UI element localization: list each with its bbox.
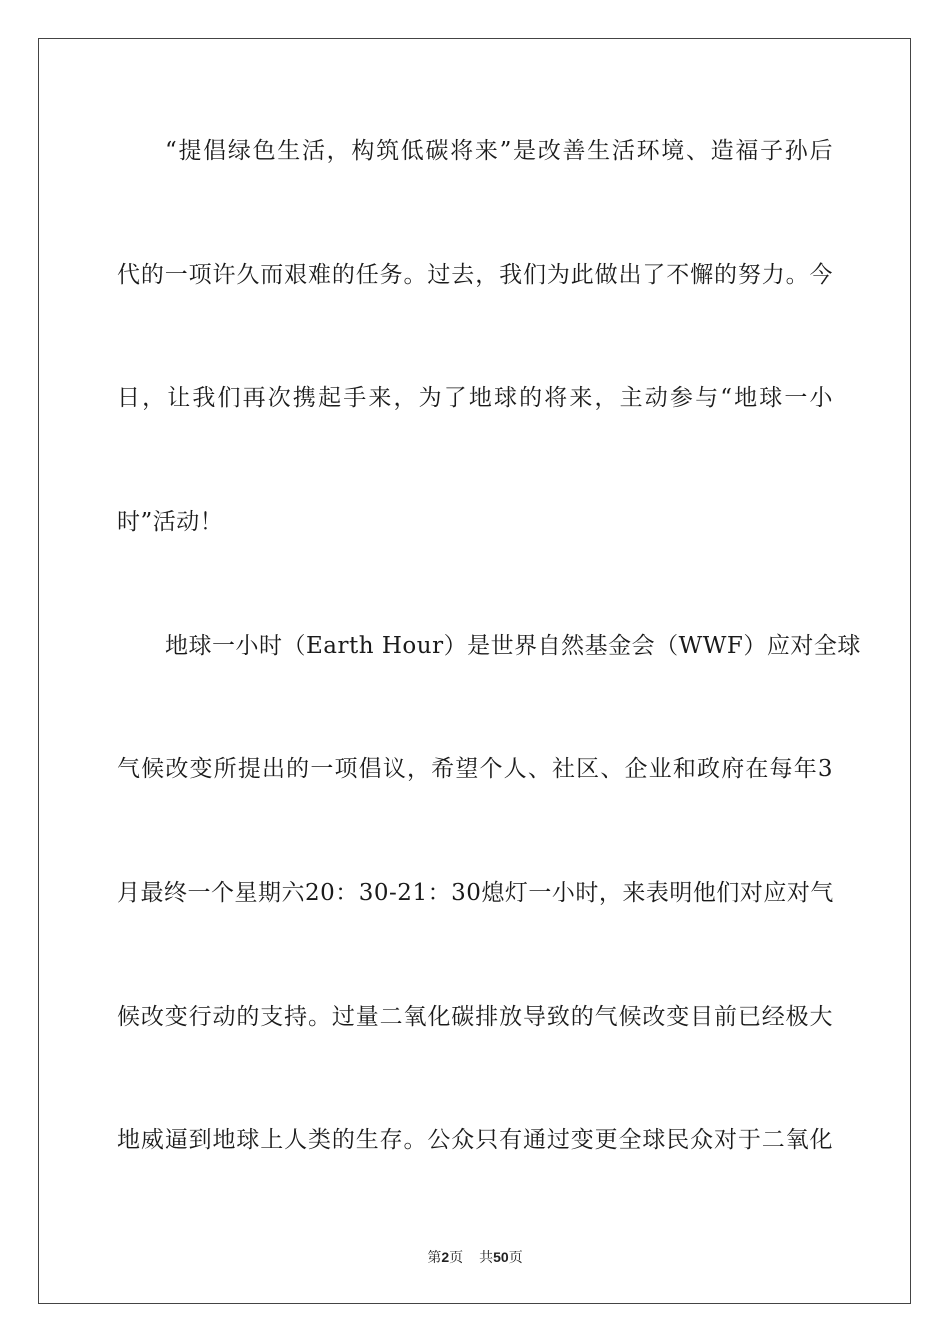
footer-page-prefix: 第	[427, 1250, 442, 1266]
footer-total-prefix: 共	[479, 1250, 494, 1266]
paragraph-2-line-2: 气候改变所提出的一项倡议，希望个人、社区、企业和政府在每年3	[117, 756, 833, 782]
paragraph-1-line-2: 代的一项许久而艰难的任务。过去，我们为此做出了不懈的努力。今	[117, 262, 833, 288]
paragraph-1-line-3: 日，让我们再次携起手来，为了地球的将来，主动参与“地球一小	[117, 385, 833, 411]
footer-page-suffix: 页	[449, 1250, 464, 1266]
footer-total-number: 50	[493, 1249, 509, 1265]
paragraph-2-line-4: 候改变行动的支持。过量二氧化碳排放导致的气候改变目前已经极大	[117, 1004, 833, 1030]
paragraph-1-line-1: “提倡绿色生活，构筑低碳将来”是改善生活环境、造福子孙后	[165, 138, 833, 164]
paragraph-1-line-4: 时”活动！	[117, 509, 224, 535]
page-footer	[0, 1247, 950, 1268]
paragraph-2-line-1: 地球一小时（Earth Hour）是世界自然基金会（WWF）应对全球	[165, 633, 861, 659]
footer-total-suffix: 页	[508, 1250, 523, 1266]
footer-page-number: 2	[441, 1249, 450, 1265]
paragraph-2-line-5: 地威逼到地球上人类的生存。公众只有通过变更全球民众对于二氧化	[117, 1127, 833, 1153]
paragraph-2-line-3: 月最终一个星期六20：30-21：30熄灯一小时，来表明他们对应对气	[117, 880, 834, 906]
page-border	[38, 38, 911, 1304]
